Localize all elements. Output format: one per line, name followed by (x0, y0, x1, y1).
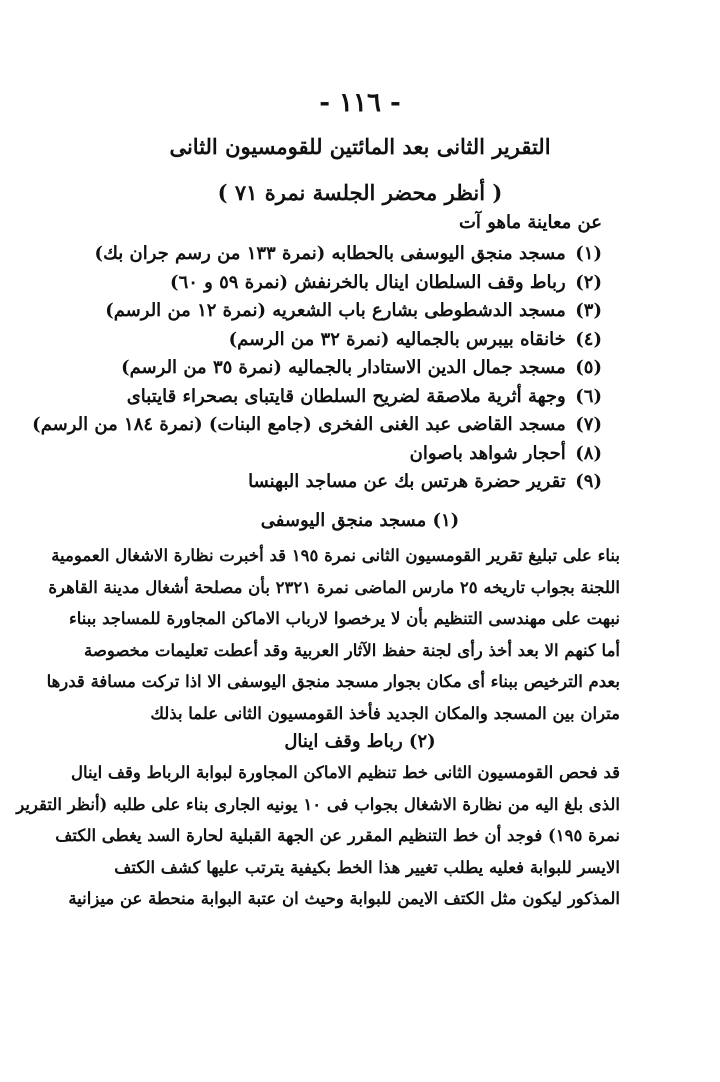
item-number: (٩) (575, 471, 602, 492)
paragraph-line: المذكور ليكون مثل الكتف الايمن للبوابة وحيث ان عتبة البوابة منحطة عن ميزانية (68, 889, 620, 908)
paragraph-line: بعدم الترخيص ببناء أى مكان بجوار مسجد منجق اليوسفى الا اذا تركت مسافة قدرها (46, 672, 620, 691)
item-text: مسجد القاضى عبد الغنى الفخرى (جامع البنات) (نمرة ١٨٤ من الرسم) (32, 414, 566, 435)
item-text: وجهة أثرية ملاصقة لضريح السلطان قايتباى بصحراء قايتباى (126, 385, 566, 407)
section-2-heading: (٢) رباط وقف اينال (284, 731, 436, 752)
item-text: رباط وقف السلطان اينال بالخرنفش (نمرة ٥٩ و ٦٠) (170, 271, 566, 293)
section-1-paragraph (46, 540, 620, 729)
list-item (112, 269, 602, 298)
item-number: (٨) (575, 442, 602, 464)
items-list (32, 240, 602, 497)
list-item (112, 468, 602, 497)
paragraph-line: الذى بلغ اليه من نظارة الاشغال بجواب فى ١٠ يونيه الجارى بناء على طلبه (أنظر التقرير (16, 794, 620, 814)
intro-text: عن معاينة ماهو آت (458, 212, 602, 233)
paragraph-line: بناء على تبليغ تقرير القومسيون الثانى نمرة ١٩٥ قد أخبرت نظارة الاشغال العمومية (51, 546, 620, 565)
paragraph-line: نبهت على مهندسى التنظيم بأن لا يرخصوا لارباب الاماكن المجاورة للمساجد ببناء (68, 609, 620, 628)
item-number: (٤) (575, 328, 602, 350)
item-text: مسجد منجق اليوسفى بالحطابه (نمرة ١٣٣ من رسم جران بك) (94, 243, 566, 264)
list-item (94, 240, 602, 269)
paragraph-line: أما كنهم الا بعد أخذ رأى لجنة حفظ الآثار العربية وقد أعطت تعليمات مخصوصة (83, 640, 620, 660)
item-text: مسجد جمال الدين الاستادار بالجماليه (نمرة ٣٥ من الرسم) (121, 357, 566, 378)
list-item (112, 383, 602, 412)
list-item (112, 440, 602, 469)
page-number: - ١١٦ - (319, 88, 401, 118)
list-item (112, 326, 602, 355)
item-text: تقرير حضرة هرتس بك عن مساجد البهنسا (248, 471, 566, 492)
item-text: أحجار شواهد باصوان (409, 442, 566, 464)
section-1-heading: (١) مسجد منجق اليوسفى (260, 510, 460, 531)
item-text: خانقاه بيبرس بالجماليه (نمرة ٣٢ من الرسم) (228, 328, 566, 350)
section-2-paragraph (16, 757, 620, 915)
list-item (32, 411, 602, 440)
list-item (105, 297, 602, 326)
paragraph-line: متران بين المسجد والمكان الجديد فأخذ القومسيون الثانى علما بذلك (150, 703, 620, 723)
paragraph-line: اللجنة بجواب تاريخه ٢٥ مارس الماضى نمرة ٢٣٢١ بأن مصلحة أشغال مدينة القاهرة (48, 577, 620, 597)
item-number: (٦) (575, 385, 602, 407)
item-number: (١) (575, 243, 602, 264)
report-title: التقرير الثانى بعد المائتين للقومسيون الثانى (169, 134, 551, 159)
item-text: مسجد الدشطوطى بشارع باب الشعريه (نمرة ١٢ من الرسم) (105, 300, 566, 321)
item-number: (٢) (575, 271, 602, 293)
paragraph-line: نمرة ١٩٥) فوجد أن خط التنظيم المقرر عن الجهة القبلية لحارة السد يغطى الكتف (55, 826, 620, 845)
item-number: (٥) (575, 357, 602, 378)
item-number: (٧) (575, 414, 602, 435)
paragraph-line: الايسر للبوابة فعليه يطلب تغيير هذا الخط بكيفية يترتب عليها كشف الكتف (114, 857, 620, 877)
item-number: (٣) (575, 300, 602, 321)
list-item (112, 354, 602, 383)
report-subtitle: ( أنظر محضر الجلسة نمرة ٧١ ) (217, 180, 503, 205)
paragraph-line: قد فحص القومسيون الثانى خط تنظيم الاماكن المجاورة لبوابة الرباط وقف اينال (71, 763, 620, 782)
